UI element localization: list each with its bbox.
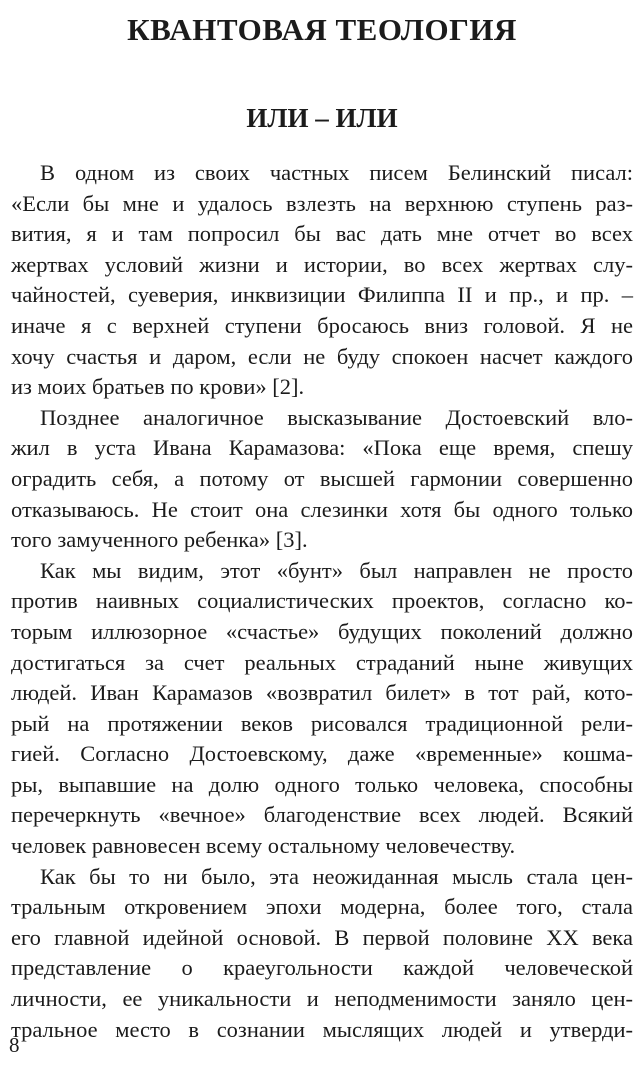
text-line: достигаться за счет реальных страданий ныне живущих (11, 649, 633, 675)
text-line: «Если бы мне и удалось взлезть на верхнюю ступень раз- (11, 190, 633, 216)
text-line: Позднее аналогичное высказывание Достоевский вло- (40, 404, 633, 430)
text-line: Как бы то ни было, эта неожиданная мысль стала цен- (40, 863, 633, 889)
text-line: гией. Согласно Достоевскому, даже «временные» кошма- (11, 741, 633, 767)
text-line: рый на протяжении веков рисовался традиционной рели- (11, 710, 633, 736)
text-line: представление о краеугольности каждой человеческой (11, 955, 633, 981)
text-line: тральным откровением эпохи модерна, более того, стала (11, 894, 633, 920)
text-line: из моих братьев по крови» [2]. (11, 374, 305, 400)
text-line: В одном из своих частных писем Белинский писал: (40, 160, 633, 185)
paragraph (11, 862, 633, 1046)
text-line: оградить себя, а потому от высшей гармонии совершенно (11, 465, 633, 491)
text-line: того замученного ребенка» [3]. (11, 527, 308, 553)
text-line: ры, выпавшие на долю одного только человека, способны (11, 771, 633, 797)
text-line: против наивных социалистических проектов, согласно ко- (11, 588, 633, 614)
text-line: торым иллюзорное «счастье» будущих поколений должно (11, 618, 633, 644)
text-line: иначе я с верхней ступени бросаюсь вниз головой. Я не (11, 312, 633, 338)
page-number: 8 (9, 1033, 20, 1057)
text-line: вития, я и там попросил бы вас дать мне отчет во всех (11, 221, 633, 247)
text-line: людей. Иван Карамазов «возвратил билет» в тот рай, кото- (11, 680, 633, 706)
text-line: его главной идейной основой. В первой половине XX века (11, 924, 633, 950)
paragraph (11, 556, 633, 862)
text-line: человек равновесен всему остальному человечеству. (11, 833, 516, 859)
paragraph (11, 158, 633, 403)
chapter-title: ИЛИ – ИЛИ (246, 103, 398, 133)
text-line: тральное место в сознании мыслящих людей и утверди- (11, 1016, 633, 1042)
body-text (11, 158, 633, 1045)
text-line: отказываюсь. Не стоит она слезинки хотя бы одного только (11, 496, 633, 522)
text-line: Как мы видим, этот «бунт» был направлен не просто (40, 557, 633, 583)
running-head: КВАНТОВАЯ ТЕОЛОГИЯ (127, 12, 517, 47)
text-line: хочу счастья и даром, если не буду спокоен насчет каждого (11, 343, 633, 369)
paragraph (11, 403, 633, 556)
text-line: перечеркнуть «вечное» благоденствие всех людей. Всякий (11, 802, 633, 828)
text-line: чайностей, суеверия, инквизиции Филиппа II и пр., и пр. – (11, 282, 633, 308)
text-line: жертвах условий жизни и истории, во всех жертвах слу- (11, 251, 633, 277)
text-line: жил в уста Ивана Карамазова: «Пока еще время, спешу (11, 435, 633, 461)
text-line: личности, ее уникальности и неподменимости заняло цен- (11, 986, 633, 1012)
